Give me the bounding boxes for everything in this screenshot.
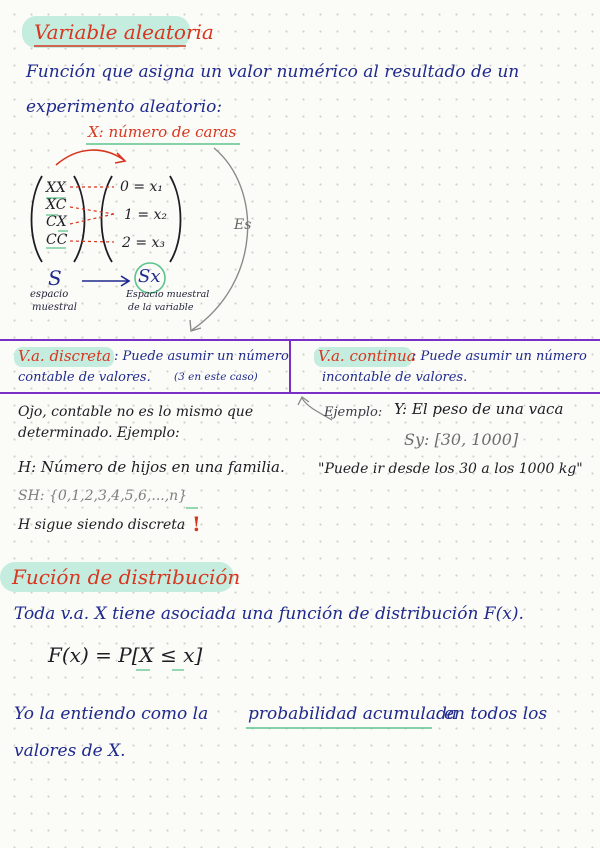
continua-title: V.a. continua: [318, 347, 416, 365]
ojo-line-2: determinado. Ejemplo:: [18, 425, 180, 441]
outcome-xc: XC: [46, 197, 67, 213]
quote-text: "Puede ir desde los 30 a los 1000 kg": [318, 461, 583, 477]
value-x1: 0 = x₁: [120, 179, 164, 195]
h-sigue-discreta: H sigue siendo discreta: [18, 517, 186, 533]
s-label: S: [48, 266, 62, 290]
sx-caption-line-1: Espacio muestral: [126, 289, 210, 300]
yo-line-1a: Yo la entiendo como la: [14, 704, 209, 724]
outcome-xx: XX: [46, 180, 66, 196]
x-random-variable-label: X: número de caras: [88, 123, 237, 141]
yo-line-2: valores de X.: [14, 741, 126, 761]
outcome-cc: CC: [46, 232, 68, 248]
definition-line-1: Función que asigna un valor numérico al resultado de un: [26, 62, 520, 82]
discreta-text-2: contable de valores.: [18, 370, 151, 385]
sh-definition: SH: {0,1,2,3,4,5,6,...,n}: [18, 488, 188, 504]
yo-line-1c: en todos los: [444, 704, 548, 724]
yo-line-1b: probabilidad acumulada: [248, 704, 458, 724]
section-title-funcion-distribucion: Fución de distribución: [12, 565, 241, 589]
sy-definition: Sy: [30, 1000]: [404, 430, 519, 449]
ejemplo-label: Ejemplo:: [324, 405, 383, 420]
value-x2: 1 = x₂: [124, 207, 168, 223]
s-caption-line-1: espacio: [30, 289, 69, 300]
discreta-title: V.a. discreta: [18, 347, 111, 365]
definition-line-2: experimento aleatorio:: [26, 97, 223, 117]
toda-va-line: Toda v.a. X tiene asociada una función de distribución F(x).: [14, 604, 524, 624]
ojo-line-1: Ojo, contable no es lo mismo que: [18, 404, 254, 420]
continua-text-1: : Puede asumir un número: [412, 349, 587, 364]
h-definition: H: Número de hijos en una familia.: [18, 458, 285, 476]
sx-label: Sx: [138, 266, 161, 287]
y-definition: Y: El peso de una vaca: [394, 400, 564, 418]
discreta-note: (3 en este caso): [174, 371, 258, 383]
section-title-variable-aleatoria: Variable aleatoria: [34, 20, 214, 44]
value-x3: 2 = x₃: [122, 235, 166, 251]
discreta-text-1: : Puede asumir un número: [114, 349, 289, 364]
distribution-formula: F(x) = P[X ≤ x]: [48, 643, 203, 667]
exclamation-mark: !: [192, 512, 201, 536]
es-label: Es: [234, 217, 252, 233]
outcome-cx: CX: [46, 214, 67, 230]
continua-text-2: incontable de valores.: [322, 370, 468, 385]
s-caption-line-2: muestral: [32, 302, 77, 313]
sx-caption-line-2: de la variable: [128, 302, 194, 313]
